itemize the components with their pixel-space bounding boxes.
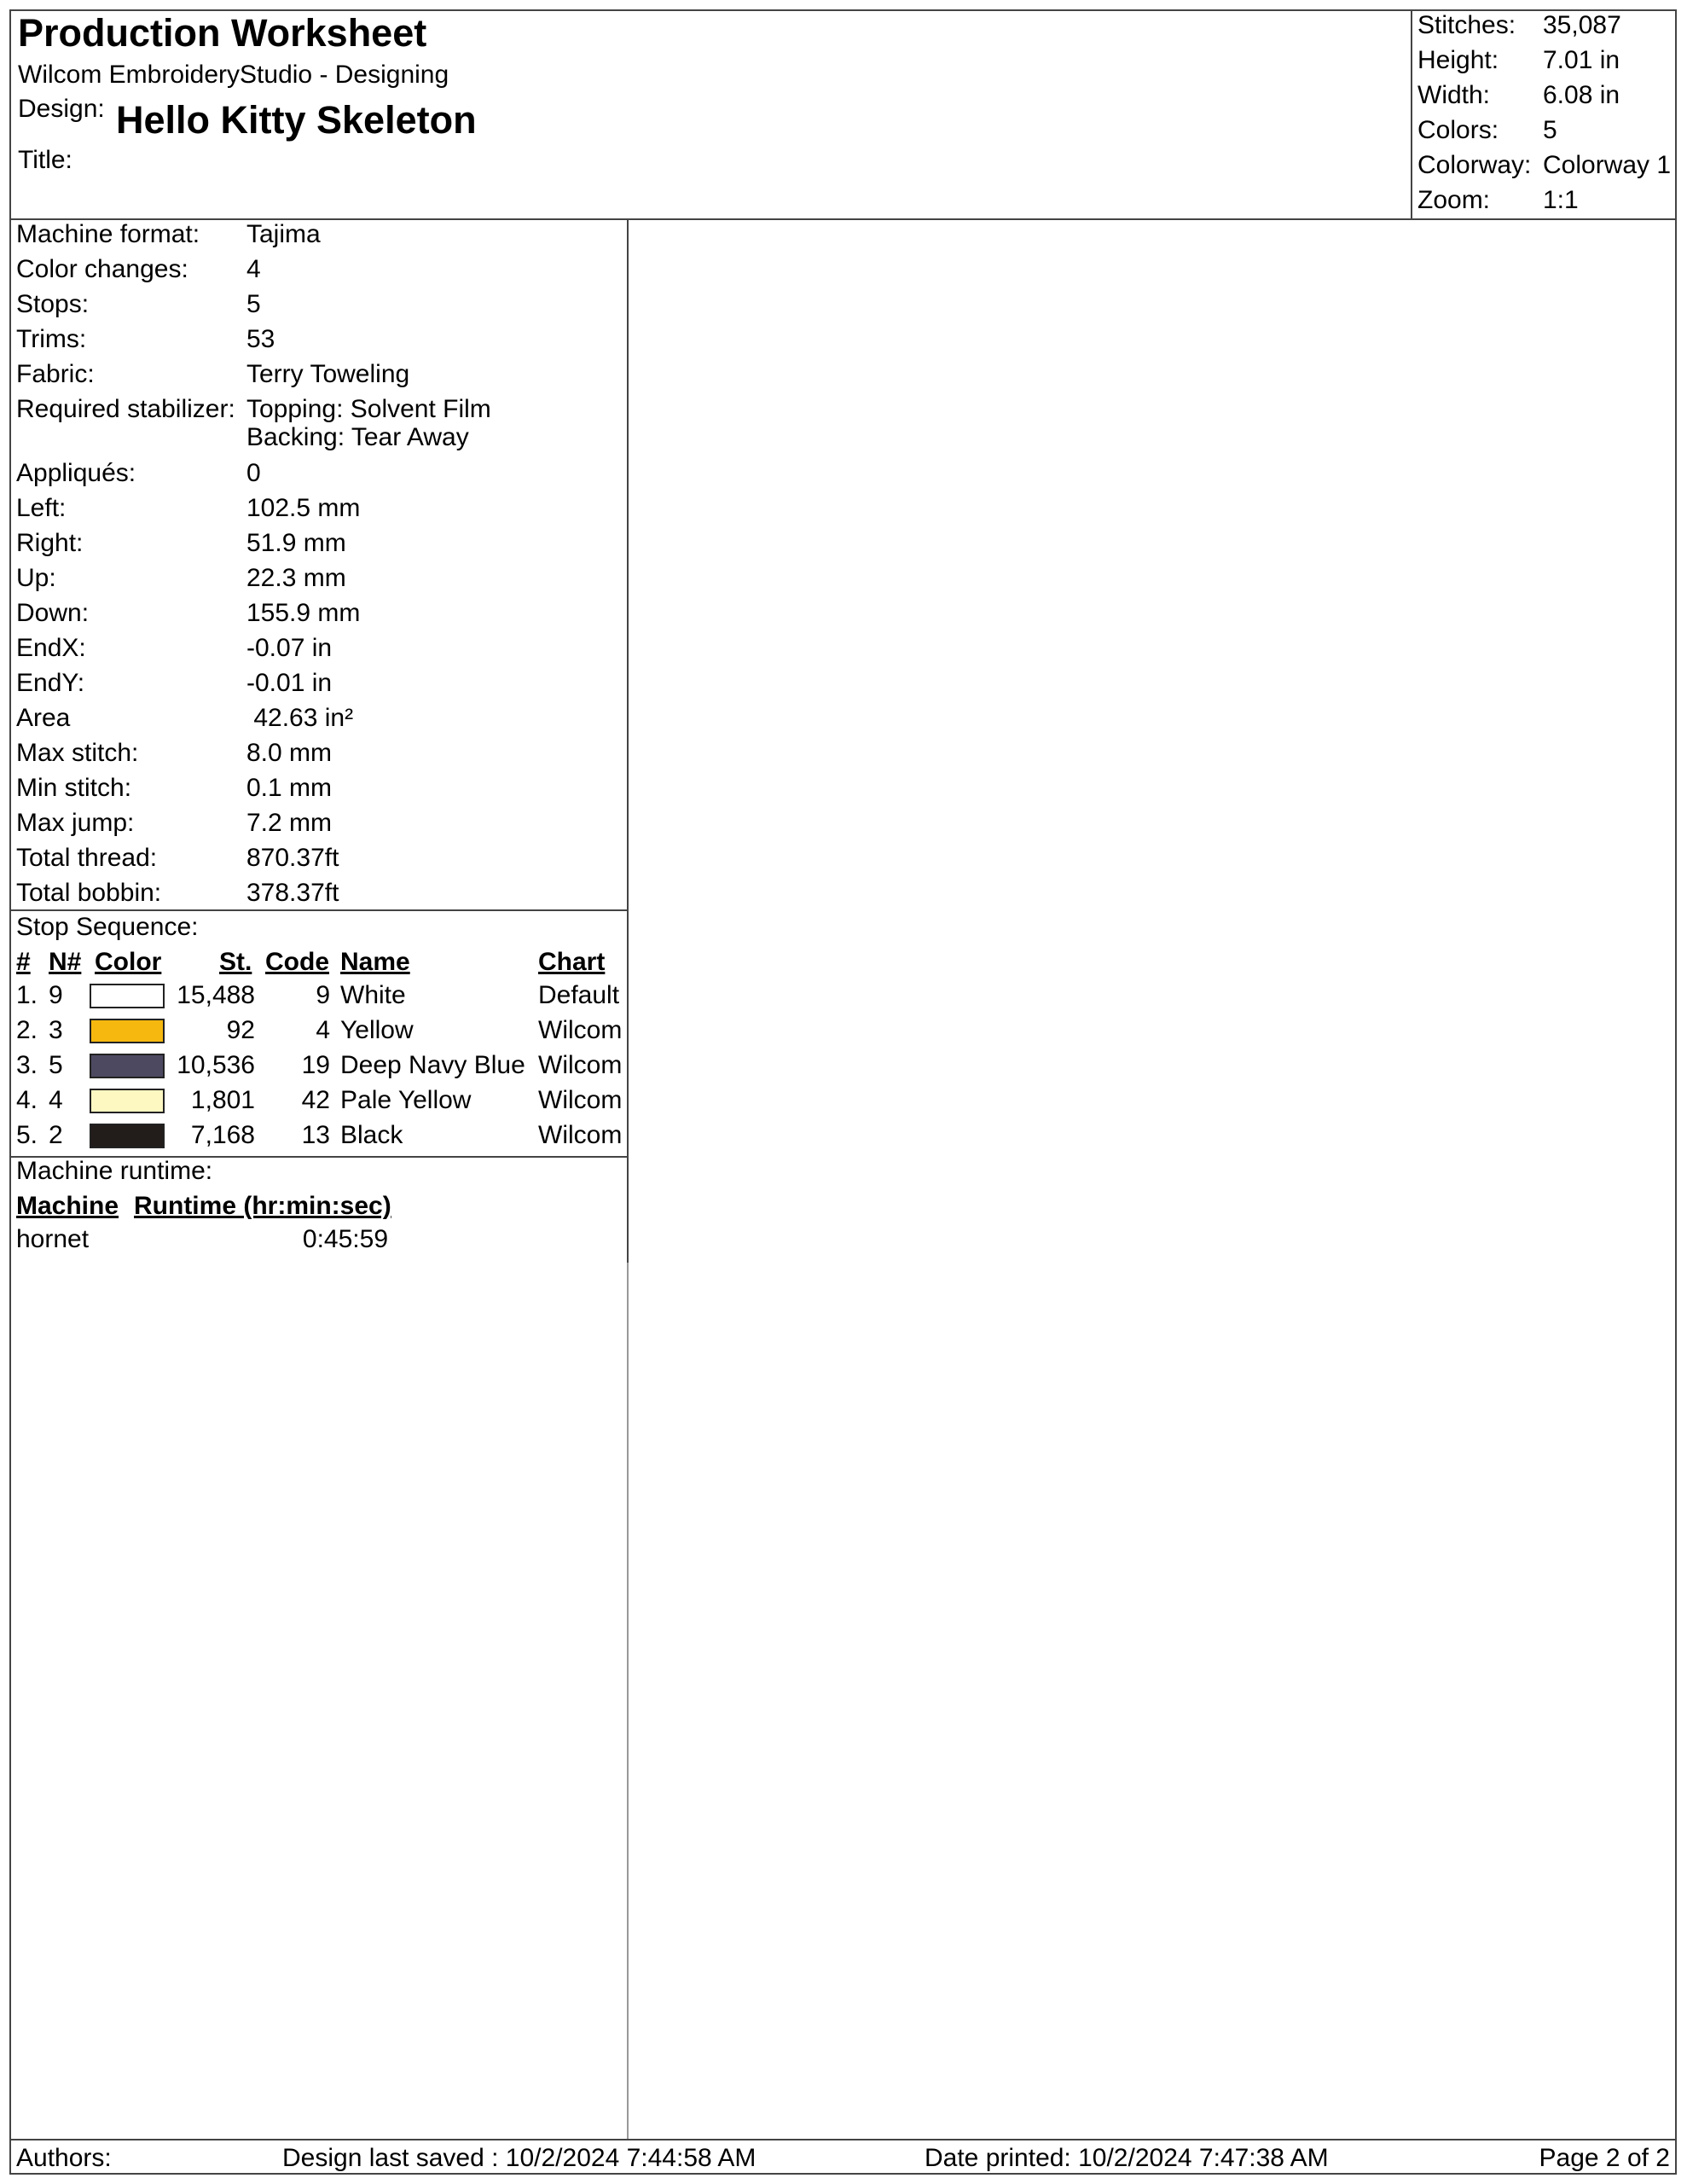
col-header-chart: Chart [538,948,606,976]
row-num: 5. [16,1121,38,1149]
row-chart: Wilcom [538,1016,623,1044]
row-num: 1. [16,981,38,1009]
row-num: 4. [16,1086,38,1114]
design-name: Hello Kitty Skeleton [116,98,477,142]
row-chart: Wilcom [538,1121,623,1149]
row-stitches: 92 [226,1016,255,1044]
row-stitches: 7,168 [190,1121,255,1149]
row-chart: Wilcom [538,1086,623,1114]
row-name: Black [340,1121,403,1149]
row-name: Yellow [340,1016,414,1044]
runtime-value: 0:45:59 [302,1225,388,1253]
col-header-n: N# [49,948,82,976]
row-needle: 5 [49,1051,63,1079]
stop-sequence-label: Stop Sequence: [16,913,199,941]
row-name: White [340,981,406,1009]
col-header-runtime: Runtime (hr:min:sec) [134,1192,391,1220]
design-stats: Stitches: 35,087 Height: 7.01 in Width: 6.08 in Colors: 5 Colorway: Colorway 1 Zoom: 1:1 [1411,9,1677,218]
row-stitches: 15,488 [177,981,255,1009]
row-chart: Wilcom [538,1051,623,1079]
row-code: 19 [301,1051,330,1079]
footer-last-saved: Design last saved : 10/2/2024 7:44:58 AM [282,2144,757,2172]
row-name: Deep Navy Blue [340,1051,525,1079]
runtime-machine: hornet [16,1225,90,1253]
row-stitches: 1,801 [190,1086,255,1114]
color-swatch [90,1019,165,1043]
col-header-st: St. [219,948,252,976]
row-num: 3. [16,1051,38,1079]
col-header-num: # [16,948,31,976]
row-stitches: 10,536 [177,1051,255,1079]
software-subtitle: Wilcom EmbroideryStudio - Designing [18,61,449,89]
row-code: 13 [301,1121,330,1149]
page-title: Production Worksheet [18,11,427,55]
row-needle: 3 [49,1016,63,1044]
footer-page-number: Page 2 of 2 [1539,2144,1670,2172]
col-header-color: Color [95,948,162,976]
row-chart: Default [538,981,620,1009]
row-needle: 2 [49,1121,63,1149]
properties-panel: Machine format: Tajima Color changes: 4 Stops: 5 Trims: 53 Fabric: Terry Toweling Required stabilizer: Topping: Solvent Film Backing: Tear Away Appliqués: 0 Left: 102.5 mm Right: 51.9 mm Up: 22.3 mm Down: 155.9 mm EndX: -0.07 in EndY: -0.01 in Area 42.63 in² Max stitch: 8.0 mm Min stitch: 0.1 mm Max jump: 7.2 mm Total thread: 870.37ft Total bobbin: 378.37ft Stop Sequence: # N# Color St. Code Name Chart 1. 9 15,488 9 White Default 2. 3 92 4 Yellow Wilcom 3. 5 10,536 19 Deep Navy Blue Wilcom 4. 4 1,801 42 Pale Yellow Wilcom 5. 2 7,168 13 Black Wilcom Machine runtime: Machine Runtime (hr:min:sec) hornet 0:45:59 [9,220,629,1263]
row-name: Pale Yellow [340,1086,472,1114]
row-needle: 4 [49,1086,63,1114]
col-header-name: Name [340,948,410,976]
title-label: Title: [18,146,72,174]
color-swatch [90,984,165,1008]
col-header-machine: Machine [16,1192,119,1220]
runtime-label: Machine runtime: [16,1157,213,1185]
color-swatch [90,1054,165,1078]
worksheet-footer [9,2139,1677,2175]
footer-date-printed: Date printed: 10/2/2024 7:47:38 AM [925,2144,1329,2172]
color-swatch [90,1124,165,1148]
divider [9,909,627,911]
footer-authors: Authors: [16,2144,112,2172]
row-code: 9 [316,981,330,1009]
col-header-code: Code [265,948,329,976]
color-swatch [90,1089,165,1113]
row-code: 42 [301,1086,330,1114]
design-label: Design: [18,95,105,123]
worksheet-header [9,9,1677,220]
row-needle: 9 [49,981,63,1009]
row-code: 4 [316,1016,330,1044]
row-num: 2. [16,1016,38,1044]
